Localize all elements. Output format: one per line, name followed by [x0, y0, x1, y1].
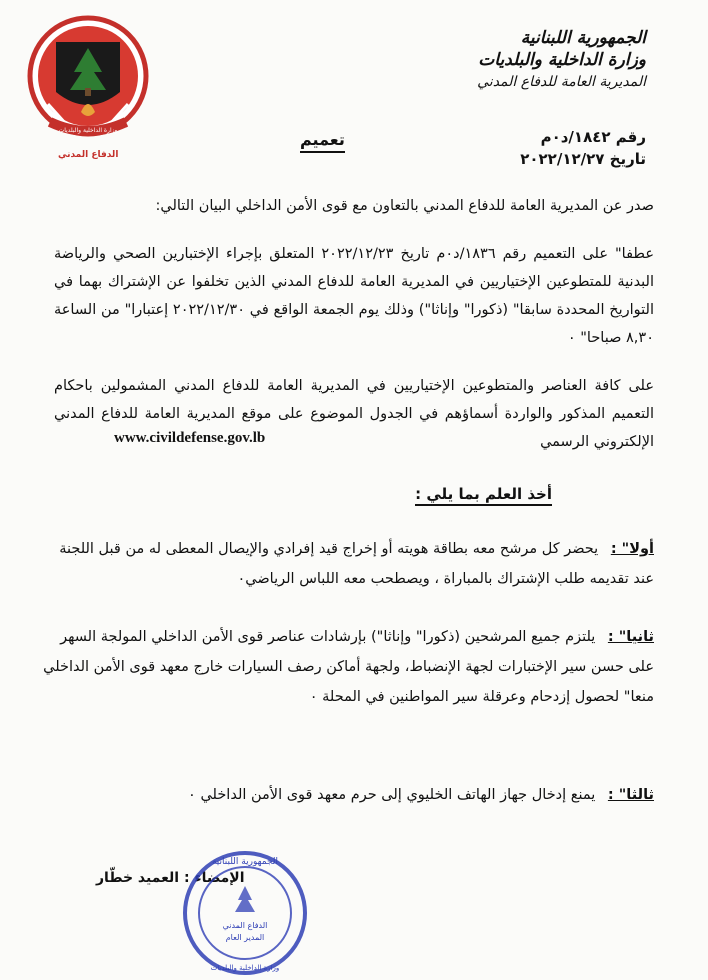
item-1 [34, 534, 654, 594]
emblem-text: وزارة الداخلية والبلديات [58, 127, 118, 134]
item-3 [34, 780, 654, 810]
official-stamp [180, 848, 310, 978]
stamp-line: وزارة الداخلية والبلديات [210, 964, 280, 972]
intro-paragraph: صدر عن المديرية العامة للدفاع المدني بالتعاون مع قوى الأمن الداخلي البيان التالي: [155, 198, 654, 214]
subheading: أخذ العلم بما يلي : [415, 485, 552, 506]
item-label: ثانيا" : [607, 629, 654, 645]
emblem-label: الدفاع المدني [58, 150, 119, 160]
reference-number: رقم ١٨٤٢/د٠م [540, 128, 646, 146]
item-label: أولا" : [610, 541, 654, 557]
stamp-line: الجمهورية اللبنانية [211, 857, 279, 867]
paragraph-1: عطفا" على التعميم رقم ١٨٣٦/د٠م تاريخ ٢٠٢٢/١٢/٢٣ المتعلق بإجراء الإختبارين الصحي والرياضة البدنية للمتطوعين الإختياريين في المديرية العامة للدفاع المدني الذين تخلفوا عن الإشتراك بهما في التواريخ المحددة سابقا" (ذكورا" وإناثا") وذلك يوم الجمعة الواقع في ٢٠٢٢/١٢/٣٠ إعتبارا" من الساعة ٨,٣٠ صباحا" ٠ [54, 246, 654, 346]
item-text: يمنع إدخال جهاز الهاتف الخليوي إلى حرم معهد قوى الأمن الداخلي ٠ [188, 787, 596, 803]
republic-name: الجمهورية اللبنانية [520, 28, 646, 48]
item-text: يحضر كل مرشح معه بطاقة هويته أو إخراج قيد إفرادي والإيصال المعطى له من قبل اللجنة عند تقديمه طلب الإشتراك بالمباراة ، ويصطحب معه اللباس الرياضي٠ [59, 541, 654, 587]
website-link[interactable]: www.civildefense.gov.lb [114, 430, 266, 446]
item-2 [34, 622, 654, 712]
paragraph-2: على كافة العناصر والمتطوعين الإختياريين في المديرية العامة للدفاع المدني المشمولين باحكام التعميم المذكور والواردة أسماؤهم في الجدول الموضوع على موقع المديرية العامة للدفاع المدني الإلكتروني الرسمي [54, 378, 654, 450]
ministry-name: وزارة الداخلية والبلديات [478, 50, 646, 70]
item-text: يلتزم جميع المرشحين (ذكورا" وإناثا") بإرشادات عناصر قوى الأمن الداخلي المولجة السهر على حسن سير الإختبارات لجهة الإنضباط، ولجهة أماكن رصف السيارات خارج معهد قوى الأمن الداخلي منعا" لحصول إزدحام وعرقلة سير المواطنين في المحلة ٠ [43, 629, 654, 705]
letterhead [386, 28, 646, 90]
document-title: تعميم [300, 130, 345, 153]
item-label: ثالثا" : [607, 787, 654, 803]
directorate-name: المديرية العامة للدفاع المدني [477, 74, 646, 90]
civil-defense-emblem [26, 12, 156, 152]
stamp-line: الدفاع المدني [222, 921, 268, 930]
reference-date: تاريخ ٢٠٢٢/١٢/٢٧ [520, 150, 646, 168]
signature-line: الإمضاء : العميد خطّار [96, 870, 245, 886]
stamp-line: المدير العام [225, 933, 265, 942]
reference-block [446, 128, 646, 172]
